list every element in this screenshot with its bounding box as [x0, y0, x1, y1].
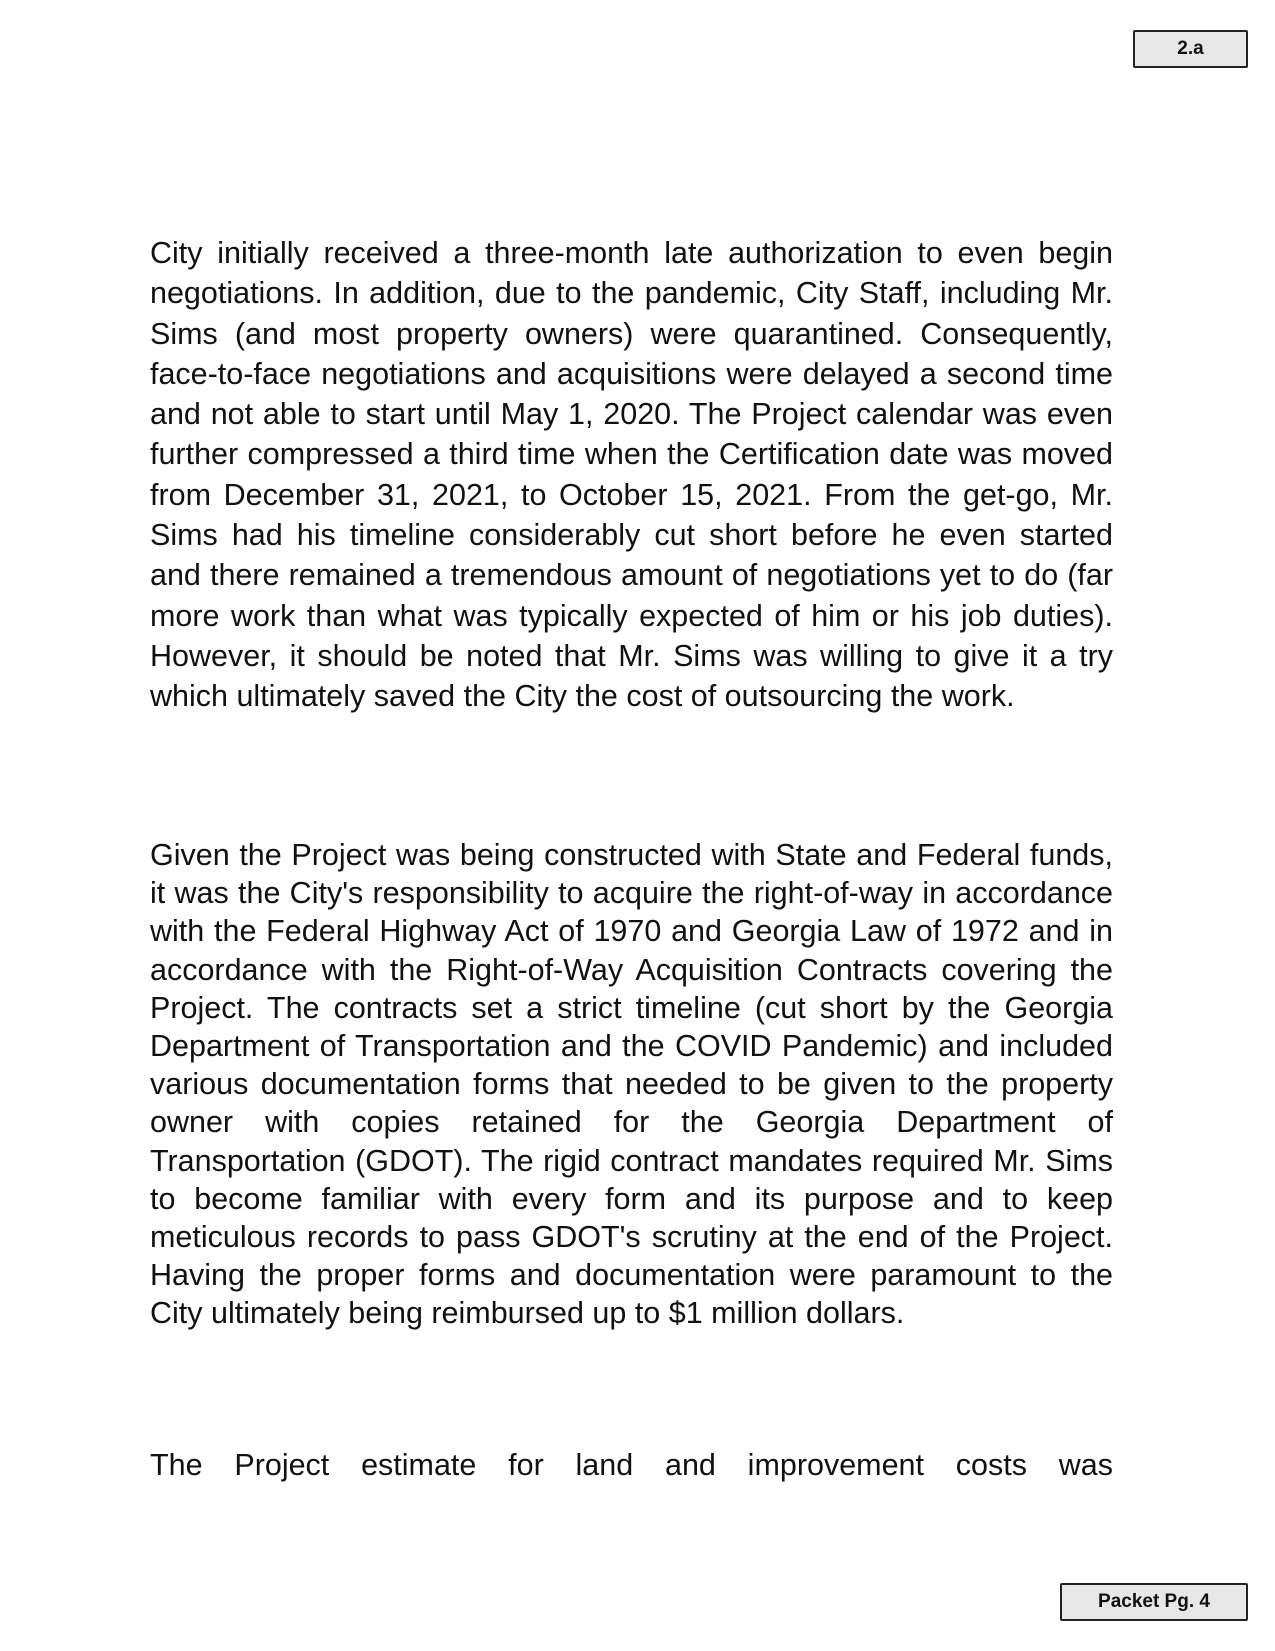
paragraph-1-text: City initially received a three-month late authorization to even begin negotiations. In addition, due to the pandemic, City Staff, including Mr. Sims (and most property owners) were quarantined. Consequently, face-to-face negotiations and acquisitions were delayed a second time and not able to start until May 1, 2020. The Project calendar was even further compressed a third time when the Certification date was moved from December 31, 2021, to October 15, 2021. From the get-go, Mr. Sims had his timeline considerably cut short before he even started and there remained a tremendous amount of negotiations yet to do (far more work than what was typically expected of him or his job duties). However, it should be noted that Mr. Sims was willing to give it a try which ultimately saved the City the cost of outsourcing the work. [150, 236, 1113, 714]
section-tag-badge: 2.a [1133, 30, 1248, 68]
body-paragraph-1 [150, 233, 1113, 717]
packet-page-badge: Packet Pg. 4 [1060, 1583, 1248, 1621]
paragraph-3-text: The Project estimate for land and improvement costs was [150, 1448, 1113, 1482]
body-paragraph-3 [150, 1445, 1113, 1485]
body-paragraph-2 [150, 836, 1113, 1333]
paragraph-2-text: Given the Project was being constructed with State and Federal funds, it was the City's responsibility to acquire the right-of-way in accordance with the Federal Highway Act of 1970 and Georgia Law of 1972 and in accordance with the Right-of-Way Acquisition Contracts covering the Project. The contracts set a strict timeline (cut short by the Georgia Department of Transportation and the COVID Pandemic) and included various documentation forms that needed to be given to the property owner with copies retained for the Georgia Department of Transportation (GDOT). The rigid contract mandates required Mr. Sims to become familiar with every form and its purpose and to keep meticulous records to pass GDOT's scrutiny at the end of the Project. Having the proper forms and documentation were paramount to the City ultimately being reimbursed up to $1 million dollars. [150, 838, 1113, 1331]
